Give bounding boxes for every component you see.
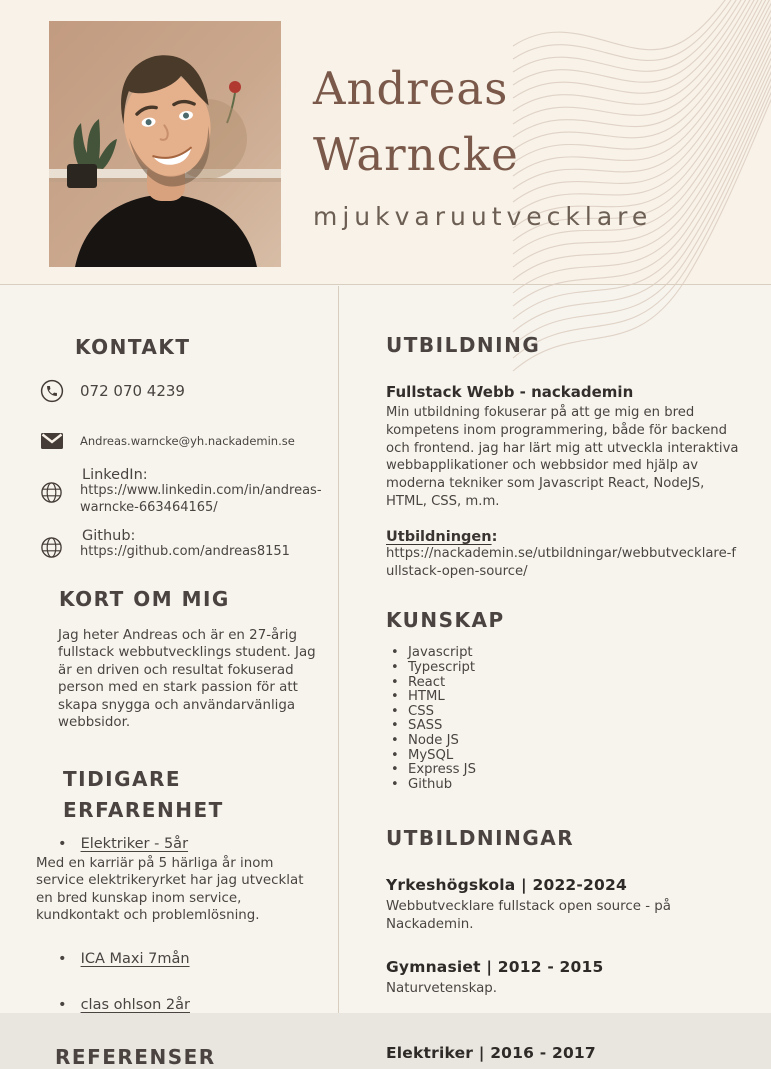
contact-email-row xyxy=(36,431,328,451)
email-address[interactable]: Andreas.warncke@yh.nackademin.se xyxy=(80,434,295,448)
job-title: mjukvaruutvecklare xyxy=(313,202,653,231)
bullet: • xyxy=(58,996,67,1013)
skills-list xyxy=(386,646,768,792)
skill-item: • Github xyxy=(386,778,768,793)
mail-icon xyxy=(40,431,64,451)
skill-item: • CSS xyxy=(386,705,768,720)
profile-photo xyxy=(49,21,281,267)
contact-linkedin-row xyxy=(36,467,328,516)
education-history-entry: Gymnasiet | 2012 - 2015 Naturvetenskap. xyxy=(386,957,604,996)
skill-item: • SASS xyxy=(386,719,768,734)
skill-item: • HTML xyxy=(386,690,768,705)
linkedin-url[interactable]: https://www.linkedin.com/in/andreas-warncke-663464165/ xyxy=(80,483,322,515)
skill-item: • React xyxy=(386,676,768,691)
column-divider xyxy=(338,286,339,1013)
education-history-heading: UTBILDNINGAR xyxy=(386,826,575,851)
references-heading: REFERENSER xyxy=(55,1044,216,1069)
person-first-name: Andreas xyxy=(313,62,509,115)
left-column xyxy=(36,285,328,1069)
bullet: • xyxy=(58,836,67,853)
experience-item: • clas ohlson 2år xyxy=(58,996,190,1013)
github-label: Github: xyxy=(82,528,136,544)
skill-item: • Node JS xyxy=(386,734,768,749)
education-program-title: Fullstack Webb - nackademin xyxy=(386,383,634,401)
contact-github-row xyxy=(36,528,328,561)
globe-icon xyxy=(40,536,64,559)
about-heading: KORT OM MIG xyxy=(59,586,230,611)
phone-number: 072 070 4239 xyxy=(80,382,185,400)
experience-item: • Elektriker - 5år xyxy=(58,836,189,853)
contact-phone-row xyxy=(36,379,328,403)
github-url[interactable]: https://github.com/andreas8151 xyxy=(80,544,290,559)
education-link-url[interactable]: https://nackademin.se/utbildningar/webbutvecklare-fullstack-open-source/ xyxy=(386,545,737,579)
education-description: Min utbildning fokuserar på att ge mig en bred kompetens inom programmering, både för backend och frontend. jag har lärt mig att utveckla interaktiva webbapplikationer och webbsidor med hjälp av moderna tekniker som Javascript React, NodeJS, HTML, CSS, m.m. xyxy=(386,405,739,509)
phone-icon xyxy=(40,379,64,403)
contact-heading: KONTAKT xyxy=(75,335,191,359)
education-link-label: Utbildningen: xyxy=(386,528,498,545)
experience-item: • ICA Maxi 7mån xyxy=(58,950,190,967)
skill-item: • Javascript xyxy=(386,646,768,661)
skill-item: • Typescript xyxy=(386,661,768,676)
experience-heading: TIDIGARE ERFARENHET xyxy=(63,767,224,823)
person-name xyxy=(313,56,652,188)
education-heading: UTBILDNING xyxy=(386,333,541,357)
person-last-name: Warncke xyxy=(313,128,519,181)
skill-item: • MySQL xyxy=(386,749,768,764)
globe-icon xyxy=(40,481,64,504)
about-text: Jag heter Andreas och är en 27-årig fullstack webbutvecklings student. Jag är en driven och resultat fokuserad person med en stark passion för att skapa snygga och användarvänliga webbsidor. xyxy=(58,627,316,731)
education-history-entry: Yrkeshögskola | 2022-2024 Webbutvecklare fullstack open source - på Nackademin. xyxy=(386,876,671,933)
linkedin-label: LinkedIn: xyxy=(82,467,148,483)
header-band xyxy=(0,0,771,285)
experience-description: Med en karriär på 5 härliga år inom service elektrikeryrket har jag utvecklat en bred kunskap inom service, kundkontakt och problemlösning. xyxy=(36,856,304,924)
right-column xyxy=(386,285,768,1062)
bullet: • xyxy=(58,950,67,967)
skill-item: • Express JS xyxy=(386,763,768,778)
education-history-entry: Elektriker | 2016 - 2017 xyxy=(386,1043,596,1062)
skills-heading: KUNSKAP xyxy=(386,608,505,633)
